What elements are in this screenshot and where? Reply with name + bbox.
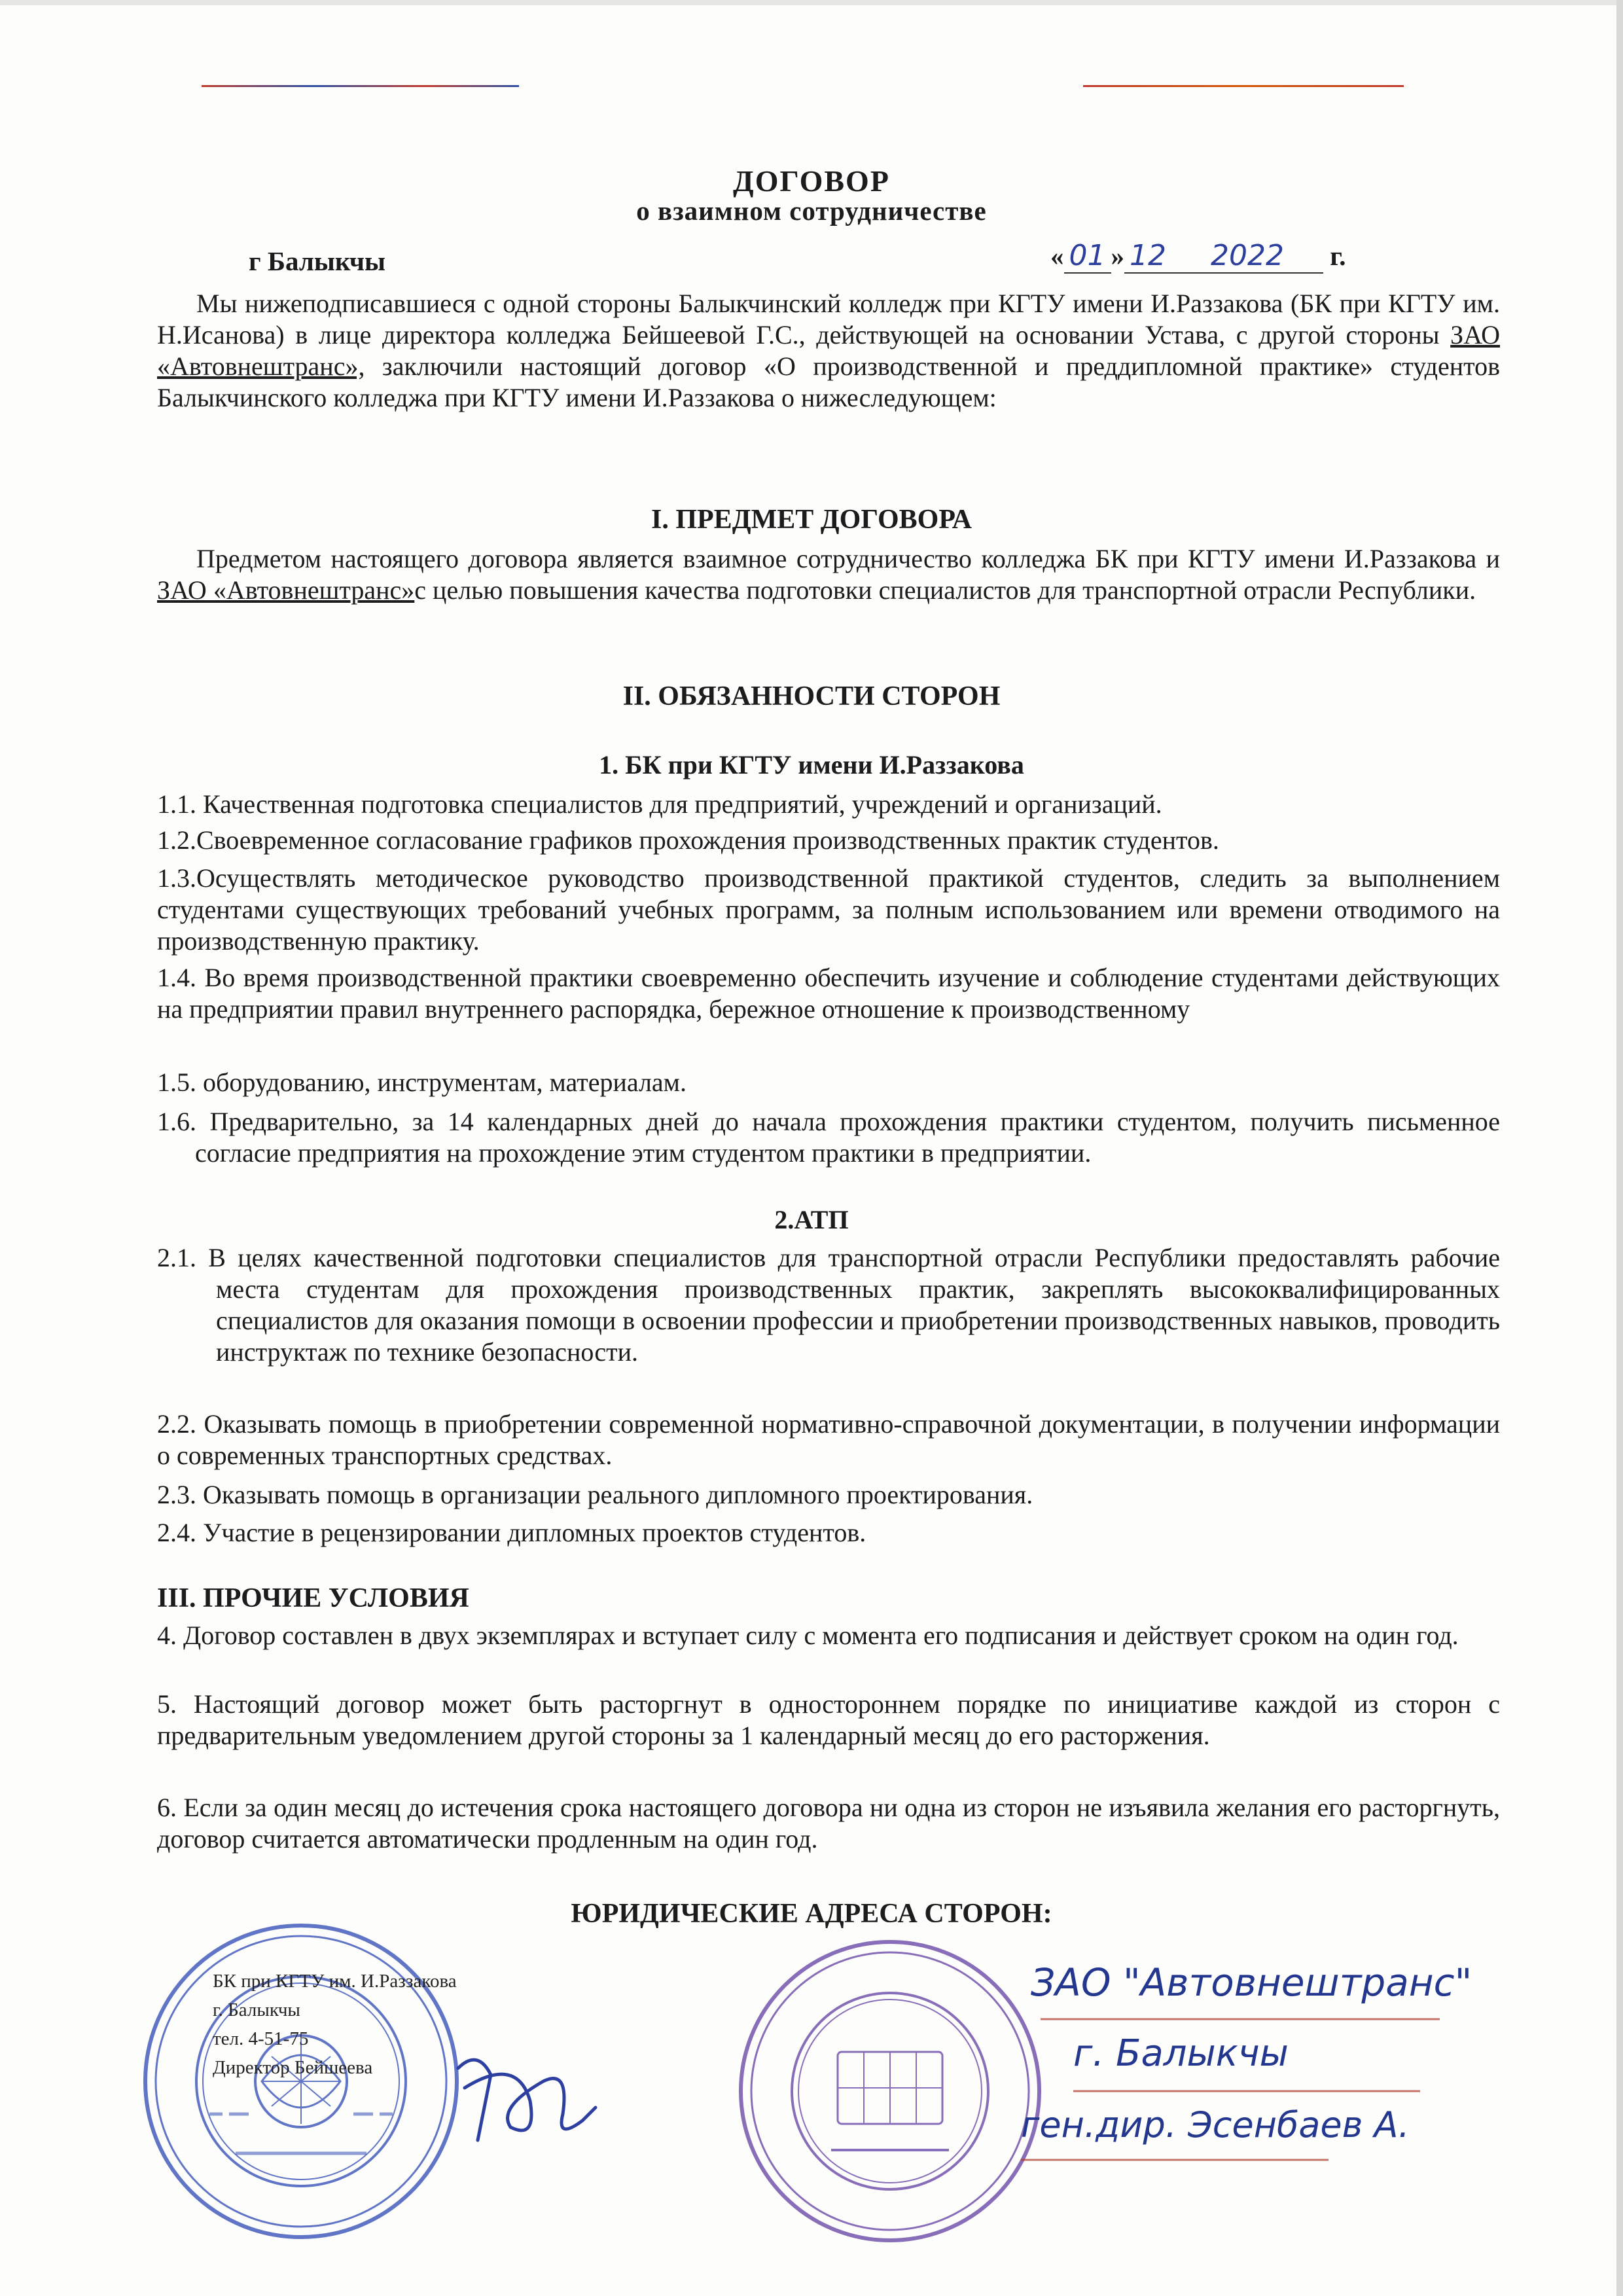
section1-part2: с целью повышения качества подготовки специалистов для транспортной отрасли Республики.	[414, 575, 1476, 605]
list-item: 4. Договор составлен в двух экземплярах и вступает силу с момента его подписания и действует сроком на один год.	[157, 1621, 1459, 1650]
intro-part2: заключили настоящий договор «О производственной и преддипломной практике» студентов Балыкчинского колледжа при КГТУ имени И.Раззакова о нижеследующем:	[157, 351, 1500, 412]
company-stamp-icon	[733, 1934, 1047, 2248]
top-rule-left	[202, 85, 519, 87]
list-item: 2.2. Оказывать помощь в приобретении современной нормативно-справочной документации, в получении информации о современных транспортных средствах.	[157, 1409, 1500, 1470]
list-item: 1.5. оборудованию, инструментам, материалам.	[157, 1067, 687, 1097]
left-address-line: тел. 4-51-75	[213, 2028, 309, 2049]
scan-edge-top	[0, 0, 1623, 5]
section1-heading: I. ПРЕДМЕТ ДОГОВОРА	[651, 505, 972, 535]
handwriting-underlines	[1021, 2013, 1505, 2163]
list-item: 1.2.Своевременное согласование графиков прохождения производственных практик студентов.	[157, 825, 1219, 855]
section1-partner: ЗАО «Автовнештранс»	[157, 575, 415, 605]
right-address-line: ЗАО "Автовнештранс"	[1031, 1960, 1472, 2005]
date-close-quote: »	[1111, 241, 1124, 271]
right-address-line: ген.дир. Эсенбаев А.	[1021, 2104, 1410, 2145]
director-signature-icon	[438, 2042, 609, 2153]
right-address-line: г. Балыкчы	[1073, 2032, 1289, 2075]
section2-heading: II. ОБЯЗАННОСТИ СТОРОН	[622, 681, 1001, 711]
list-item: 5. Настоящий договор может быть расторгнут в одностороннем порядке по инициативе каждой из сторон с предварительным уведомлением другой стороны за 1 календарный месяц до его расторжения.	[157, 1689, 1500, 1750]
list-item: 1.1. Качественная подготовка специалистов для предприятий, учреждений и организаций.	[157, 789, 1162, 819]
list-item: 2.4. Участие в рецензировании дипломных проектов студентов.	[157, 1518, 866, 1547]
intro-paragraph	[157, 288, 1500, 414]
date-year: 2022	[1171, 239, 1323, 274]
top-rule-right	[1083, 85, 1404, 87]
list-item: 2.3. Оказывать помощь в организации реального дипломного проектирования.	[157, 1480, 1033, 1509]
left-address-line: БК при КГТУ им. И.Раззакова	[213, 1971, 457, 1992]
section3-heading: III. ПРОЧИЕ УСЛОВИЯ	[157, 1583, 469, 1613]
section2-sub1-heading: 1. БК при КГТУ имени И.Раззакова	[599, 750, 1024, 780]
date-month: 12	[1124, 239, 1171, 274]
list-item: 1.6. Предварительно, за 14 календарных дней до начала прохождения практики студентом, получить письменное согласие предприятия на прохождение этим студентом практики в предприятии.	[157, 1107, 1500, 1168]
left-address-block	[213, 1967, 457, 2082]
addresses-heading: ЮРИДИЧЕСКИЕ АДРЕСА СТОРОН:	[571, 1899, 1052, 1929]
document-city: г Балыкчы	[249, 246, 386, 276]
document-date	[1050, 239, 1346, 272]
list-item: 6. Если за один месяц до истечения срока настоящего договора ни одна из сторон не изъявила желания его расторгнуть, договор считается автоматически продленным на один год.	[157, 1793, 1500, 1854]
date-day: 01	[1064, 239, 1111, 274]
list-item: 1.4. Во время производственной практики своевременно обеспечить изучение и соблюдение студентами действующих на предприятии правил внутреннего распорядка, бережное отношение к производственному	[157, 963, 1500, 1024]
date-open-quote: «	[1050, 241, 1064, 271]
date-suffix: г.	[1330, 241, 1346, 271]
list-item: 2.1. В целях качественной подготовки специалистов для транспортной отрасли Республики предоставлять рабочие места студентам для прохождения производственных практик, закреплять высококвалифицированных специалистов для оказания помощи в освоении профессии и приобретении производственных навыков, проводить инструктаж по технике безопасности.	[157, 1243, 1500, 1367]
scan-edge-right	[1616, 0, 1623, 2296]
section1-part1: Предметом настоящего договора является взаимное сотрудничество колледжа БК при КГТУ имени И.Раззакова и	[196, 544, 1500, 573]
section2-sub2-heading: 2.АТП	[774, 1205, 849, 1234]
left-address-line: г. Балыкчы	[213, 2000, 300, 2020]
list-item: 1.3.Осуществлять методическое руководство производственной практикой студентов, следить за выполнением студентами существующих требований учебных программ, за полным использованием или времени отводимого на производственную практику.	[157, 863, 1500, 956]
section1-paragraph	[157, 543, 1500, 606]
intro-part1: Мы нижеподписавшиеся с одной стороны Балыкчинский колледж при КГТУ имени И.Раззакова (БК при КГТУ им. Н.Исанова) в лице директора колледжа Бейшеевой Г.С., действующей на основании Устава, с другой стороны	[157, 289, 1500, 350]
document-subtitle: о взаимном сотрудничестве	[636, 196, 987, 226]
document-title: ДОГОВОР	[733, 164, 890, 198]
left-address-line: Директор Бейшеева	[213, 2057, 373, 2078]
intro-partner: ЗАО «Автовнештранс»,	[157, 320, 1500, 381]
